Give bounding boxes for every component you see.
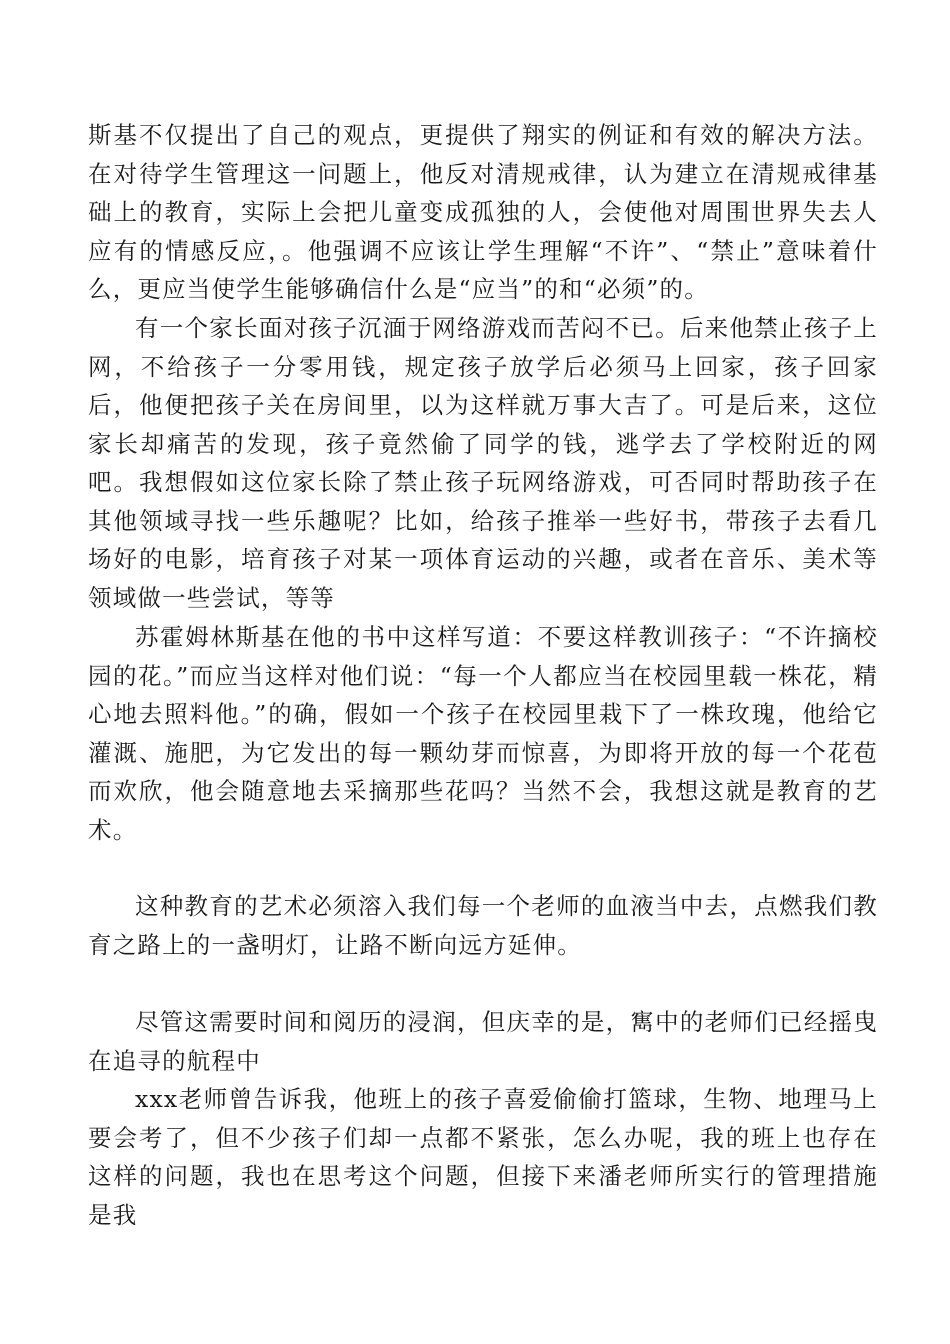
paragraph-6: xxx老师曾告诉我，他班上的孩子喜爱偷偷打篮球，生物、地理马上要会考了，但不少孩子们却一点都不紧张，怎么办呢，我的班上也存在这样的问题，我也在思考这个问题，但接下来潘老师所实行的管理措施是我 <box>88 1085 878 1229</box>
paragraph-2: 有一个家长面对孩子沉湎于网络游戏而苦闷不已。后来他禁止孩子上网，不给孩子一分零用钱，规定孩子放学后必须马上回家，孩子回家后，他便把孩子关在房间里，以为这样就万事大吉了。可是后来，这位家长却痛苦的发现，孩子竟然偷了同学的钱，逃学去了学校附近的网吧。我想假如这位家长除了禁止孩子玩网络游戏，可否同时帮助孩子在其他领域寻找一些乐趣呢？比如，给孩子推举一些好书，带孩子去看几场好的电影，培育孩子对某一项体育运动的兴趣，或者在音乐、美术等领域做一些尝试，等等 <box>88 314 878 612</box>
paragraph-3: 苏霍姆林斯基在他的书中这样写道：不要这样教训孩子：“不许摘校园的花。”而应当这样对他们说：“每一个人都应当在校园里载一株花，精心地去照料他。”的确，假如一个孩子在校园里栽下了一株玫瑰，他给它灌溉、施肥，为它发出的每一颗幼芽而惊喜，为即将开放的每一个花苞而欢欣，他会随意地去采摘那些花吗？当然不会，我想这就是教育的艺术。 <box>88 623 878 844</box>
paragraph-5: 尽管这需要时间和阅历的浸润，但庆幸的是，寯中的老师们已经摇曳在追寻的航程中 <box>88 1008 878 1075</box>
paragraph-4: 这种教育的艺术必须溶入我们每一个老师的血液当中去，点燃我们教育之路上的一盏明灯，让路不断向远方延伸。 <box>88 892 878 959</box>
paragraph-1: 斯基不仅提出了自己的观点，更提供了翔实的例证和有效的解决方法。在对待学生管理这一问题上，他反对清规戒律，认为建立在清规戒律基础上的教育，实际上会把儿童变成孤独的人，会使他对周围世界失去人应有的情感反应，。他强调不应该让学生理解“不许”、“禁止”意味着什么，更应当使学生能够确信什么是“应当”的和“必须”的。 <box>88 121 878 303</box>
